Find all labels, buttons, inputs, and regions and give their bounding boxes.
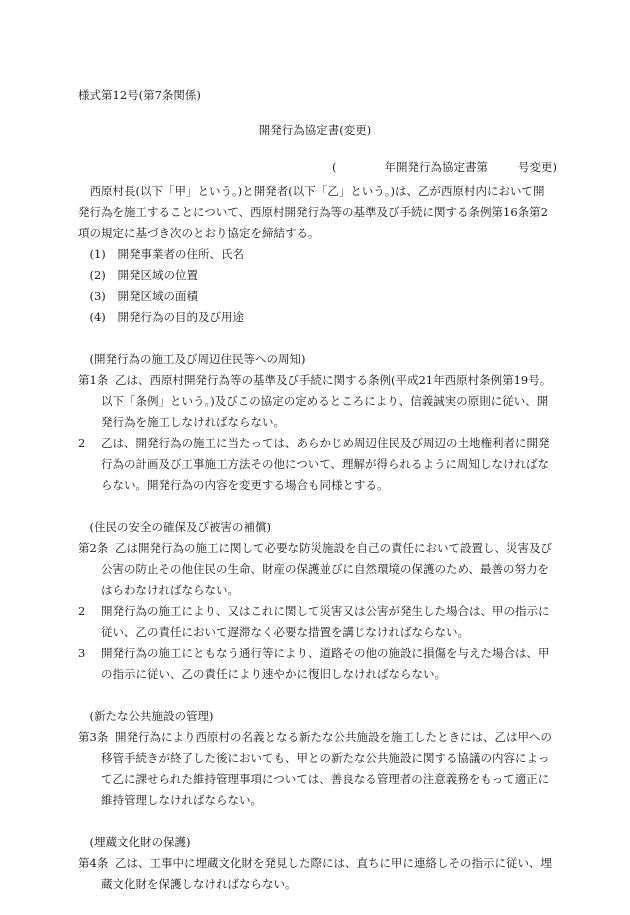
paragraph-number: 2: [78, 436, 86, 450]
document-body: [78, 181, 552, 895]
list-item: [78, 244, 552, 265]
article-heading: (埋蔵文化財の保護): [89, 835, 191, 849]
item-text: 開発区域の面積: [117, 289, 198, 303]
article-label: 第4条: [78, 856, 109, 870]
item-number: (3): [89, 289, 106, 303]
document-title: 開発行為協定書(変更): [258, 123, 372, 137]
paragraph-text: 開発行為の施工にともなう通行等により、道路その他の施設に損傷を与えた場合は、甲の指示に従い、乙の責任により速やかに復旧しなければならない。: [101, 646, 550, 681]
article-heading: (開発行為の施工及び周辺住民等への周知): [89, 352, 306, 366]
article-text: 乙は、西原村開発行為等の基準及び手続に関する条例(平成21年西原村条例第19号。以下「条例」という。)及びこの協定の定めるところにより、信義誠実の原則に従い、開発行為を施工しなければならない。: [101, 373, 552, 429]
item-number: (1): [89, 247, 106, 261]
article-paragraph: [78, 433, 552, 496]
item-number: (4): [89, 310, 106, 324]
item-text: 開発事業者の住所、氏名: [117, 247, 244, 261]
change-text: 年開発行為協定書第: [384, 160, 488, 174]
article-paragraph: [78, 601, 552, 643]
article-text: 乙は、工事中に埋蔵文化財を発見した際には、直ちに甲に連絡しその指示に従い、埋蔵文化財を保護しなければならない。: [101, 856, 552, 891]
article-text: 開発行為により西原村の名義となる新たな公共施設を施工したときには、乙は甲への移管手続きが終了した後においても、甲との新たな公共施設に関する協議の内容によって乙に課せられた維持管理事項については、善良なる管理者の注意義務をもって適正に維持管理しなければならない。: [101, 730, 552, 807]
item-text: 開発行為の目的及び用途: [117, 310, 244, 324]
article-4: [78, 853, 552, 895]
list-item: [78, 265, 552, 286]
article-text: 乙は開発行為の施工に関して必要な防災施設を自己の責任において設置し、災害及び公害の防止その他住民の生命、財産の保護並びに自然環境の保護のため、最善の努力をはらわなければならない。: [101, 541, 552, 597]
article-label: 第3条: [78, 730, 109, 744]
paragraph-text: 乙は、開発行為の施工に当たっては、あらかじめ周辺住民及び周辺の土地権利者に開発行為の計画及び工事施工方法その他について、理解が得られるように周知しなければならない。開発行為の内容を変更する場合も同様とする。: [101, 436, 550, 492]
article-heading: (新たな公共施設の管理): [89, 709, 214, 723]
intro-paragraph: 西原村長(以下「甲」という。)と開発者(以下「乙」という。)は、乙が西原村内において開発行為を施工することについて、西原村開発行為等の基準及び手続に関する条例第16条第2項の規定に基づき次のとおり協定を締結する。: [78, 184, 548, 240]
article-heading: (住民の安全の確保及び被害の補償): [89, 520, 271, 534]
list-item: [78, 307, 552, 328]
list-item: [78, 286, 552, 307]
item-number: (2): [89, 268, 106, 282]
item-text: 開発区域の位置: [117, 268, 198, 282]
article-label: 第1条: [78, 373, 109, 387]
article-paragraph: [78, 643, 552, 685]
paragraph-text: 開発行為の施工により、又はこれに関して災害又は公害が発生した場合は、甲の指示に従い、乙の責任において遅滞なく必要な措置を講じなければならない。: [101, 604, 550, 639]
article-1: [78, 370, 552, 433]
change-close: 号変更): [518, 160, 557, 174]
article-2: [78, 538, 552, 601]
paragraph-number: 3: [78, 646, 86, 660]
form-number: 様式第12号(第7条関係): [78, 88, 201, 102]
change-number-line: [332, 157, 557, 178]
article-label: 第2条: [78, 541, 109, 555]
change-open: (: [332, 160, 337, 174]
article-3: [78, 727, 552, 811]
paragraph-number: 2: [78, 604, 86, 618]
